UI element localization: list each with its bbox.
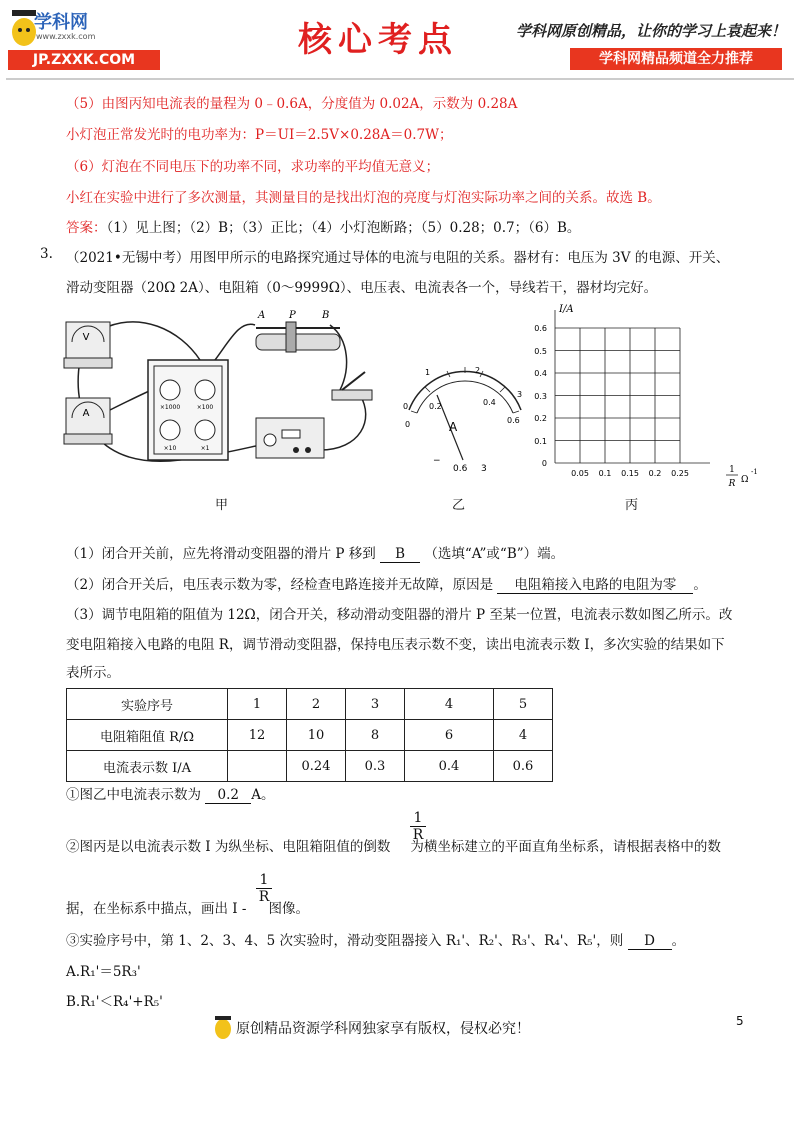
- header-banner[interactable]: 学科网精品频道全力推荐: [570, 48, 782, 70]
- figure-caption-bing: 丙: [625, 498, 639, 513]
- table-cell: 电流表示数 I/A: [67, 751, 228, 782]
- q3-line-2: 变电阻箱接入电路的电阻 R，调节滑动变阻器，保持电压表示数不变，读出电流表示数 I，多次实验的结果如下: [66, 637, 725, 653]
- sub1-answer: 0.2: [205, 787, 251, 804]
- option-b: B.R₁'＜R₄'+R₅': [66, 994, 163, 1010]
- box-label-100: ×100: [196, 404, 214, 411]
- meter-bottom-2: 0.4: [483, 398, 496, 407]
- table-row: [67, 689, 553, 720]
- fraction-num: 1: [256, 872, 272, 889]
- meter-top-0: 0: [403, 402, 409, 411]
- option-a: A.R₁'＝5R₃': [66, 964, 141, 980]
- meter-bottom-3: 0.6: [507, 416, 520, 425]
- figure-caption-yi: 乙: [452, 498, 466, 513]
- graph-ytick-0: 0: [541, 459, 547, 468]
- box-label-1000: ×1000: [159, 404, 181, 411]
- i-inverse-r-graph: [525, 298, 775, 488]
- circuit-diagram: [60, 300, 390, 470]
- table-cell: 1: [228, 689, 287, 720]
- sub3-line: [66, 929, 685, 950]
- graph-ytick-2: 0.2: [534, 414, 547, 423]
- sub3-suffix: 。: [671, 933, 686, 949]
- logo-name: 学科网: [34, 12, 88, 33]
- answer-line: [66, 216, 580, 236]
- sub3-answer: D: [628, 933, 672, 950]
- solution-line-5a: （5）由图丙知电流表的量程为 0﹣0.6A，分度值为 0.02A，示数为 0.28A: [66, 96, 518, 112]
- meter-terminal-neg: −: [433, 456, 441, 466]
- solution-line-6a: （6）灯泡在不同电压下的功率不同，求功率的平均值无意义；: [66, 159, 440, 175]
- sub2-prefix: ②图丙是以电流表示数 I 为纵坐标、电阻箱阻值的倒数: [66, 839, 391, 855]
- sub2-line2-prefix: 据，在坐标系中描点，画出 I -: [66, 901, 247, 917]
- rheostat-label-b: B: [322, 310, 330, 321]
- meter-top-1: 1: [425, 368, 431, 377]
- table-cell: 实验序号: [67, 689, 228, 720]
- meter-terminal-3: 3: [481, 464, 487, 474]
- graph-xlabel-num: 1: [729, 465, 735, 475]
- graph-xtick-3: 0.15: [621, 469, 639, 478]
- table-cell: 5: [494, 689, 553, 720]
- sub1-line: [66, 783, 275, 804]
- rheostat-label-a: A: [258, 310, 266, 321]
- table-cell: 12: [228, 720, 287, 751]
- graph-xtick-2: 0.1: [598, 469, 612, 478]
- table-cell: 电阻箱阻值 R/Ω: [67, 720, 228, 751]
- q1-line: [66, 542, 564, 563]
- meter-bottom-0: 0: [405, 420, 411, 429]
- table-cell: 6: [405, 720, 494, 751]
- graph-grid: [555, 310, 710, 463]
- logo-url[interactable]: JP.ZXXK.COM: [8, 50, 160, 70]
- table-row: [67, 751, 553, 782]
- graph-ytick-4: 0.4: [534, 369, 547, 378]
- box-label-1: ×1: [200, 445, 210, 452]
- q1-prefix: （1）闭合开关前，应先将滑动变阻器的滑片 P 移到: [66, 546, 376, 562]
- svg-text:A: A: [82, 408, 90, 419]
- table-cell: 4: [405, 689, 494, 720]
- results-table: [66, 688, 553, 782]
- rheostat-label-p: P: [289, 310, 296, 321]
- figure-caption-jia: 甲: [215, 498, 229, 513]
- q2-answer: 电阻箱接入电路的电阻为零: [497, 573, 693, 594]
- solution-line-6b: 小红在实验中进行了多次测量，其测量目的是找出灯泡的亮度与灯泡实际功率之间的关系。故选 B。: [66, 190, 661, 206]
- graph-xlabel-den: R: [728, 479, 736, 488]
- graph-ylabel: I/A: [559, 304, 574, 315]
- table-row: [67, 720, 553, 751]
- sub1-prefix: ①图乙中电流表示数为: [66, 787, 201, 803]
- fraction-num: 1: [410, 810, 426, 827]
- logo-small-url: www.zxxk.com: [36, 32, 96, 41]
- q1-suffix: （选填“A”或“B”）端。: [424, 546, 565, 562]
- question-stem-1: （2021•无锡中考）用图甲所示的电路探究通过导体的电流与电阻的关系。器材有：电压为 3V 的电源、开关、: [66, 250, 730, 266]
- meter-unit: A: [449, 420, 458, 434]
- footer-copyright: 原创精品资源学科网独家享有版权，侵权必究！: [236, 1021, 530, 1037]
- q1-answer: B: [380, 546, 420, 563]
- page-number: 5: [736, 1014, 744, 1028]
- meter-bottom-1: 0.2: [429, 402, 442, 411]
- q2-prefix: （2）闭合开关后，电压表示数为零，经检查电路连接并无故障，原因是: [66, 577, 494, 593]
- graph-ytick-5: 0.5: [534, 347, 547, 356]
- page-title: 核心考点: [298, 20, 458, 60]
- sub2-line: [66, 835, 721, 855]
- table-cell: [228, 751, 287, 782]
- question-number: 3.: [40, 246, 53, 262]
- sub2-line2-suffix: 图像。: [268, 901, 309, 917]
- graph-xlabel-unit: Ω: [741, 475, 749, 485]
- q3-line-1: （3）调节电阻箱的阻值为 12Ω，闭合开关，移动滑动变阻器的滑片 P 至某一位置，电流表示数如图乙所示。改: [66, 607, 733, 623]
- table-cell: 8: [346, 720, 405, 751]
- graph-ytick-1: 0.1: [534, 437, 547, 446]
- sub1-suffix: A。: [251, 787, 275, 803]
- table-cell: 4: [494, 720, 553, 751]
- sub3-prefix: ③实验序号中，第 1、2、3、4、5 次实验时，滑动变阻器接入 R₁'、R₂'、R₃'、R₄'、R₅'，则: [66, 933, 624, 949]
- table-cell: 0.6: [494, 751, 553, 782]
- fraction-den: R: [412, 827, 424, 843]
- solution-line-5b: 小灯泡正常发光时的电功率为：P＝UI＝2.5V×0.28A＝0.7W；: [66, 127, 453, 143]
- table-cell: 0.3: [346, 751, 405, 782]
- answer-text: （1）见上图；（2）B；（3）正比；（4）小灯泡断路；（5）0.28；0.7；（6）B。: [106, 220, 581, 236]
- graph-xlabel-exp: -1: [751, 468, 758, 476]
- meter-top-2: 2: [475, 366, 481, 375]
- table-cell: 2: [287, 689, 346, 720]
- q2-line: [66, 573, 707, 594]
- meter-terminal-06: 0.6: [453, 464, 468, 474]
- sub2-line-2: [66, 897, 309, 917]
- meter-top-3: 3: [517, 390, 523, 399]
- answer-label: 答案：: [66, 220, 107, 236]
- ammeter-dial: [395, 355, 535, 480]
- table-cell: 10: [287, 720, 346, 751]
- table-cell: 0.24: [287, 751, 346, 782]
- q3-line-3: 表所示。: [66, 665, 120, 681]
- q2-suffix: 。: [693, 577, 707, 593]
- graph-xtick-5: 0.25: [671, 469, 689, 478]
- graph-xtick-4: 0.2: [648, 469, 662, 478]
- header-divider: [6, 78, 794, 80]
- svg-text:V: V: [82, 332, 90, 343]
- sub2-suffix: 为横坐标建立的平面直角坐标系，请根据表格中的数: [410, 839, 721, 855]
- graph-ytick-6: 0.6: [534, 324, 547, 333]
- header-slogan: 学科网原创精品，让你的学习上袁起来！: [516, 22, 787, 40]
- table-cell: 3: [346, 689, 405, 720]
- graph-xtick-1: 0.05: [571, 469, 589, 478]
- fraction-den: R: [258, 889, 270, 905]
- question-stem-2: 滑动变阻器（20Ω 2A）、电阻箱（0～9999Ω）、电压表、电流表各一个，导线若干，器材均完好。: [66, 280, 658, 296]
- graph-ytick-3: 0.3: [534, 392, 547, 401]
- footer-mascot-icon: [212, 1014, 234, 1040]
- table-cell: 0.4: [405, 751, 494, 782]
- box-label-10: ×10: [163, 445, 177, 452]
